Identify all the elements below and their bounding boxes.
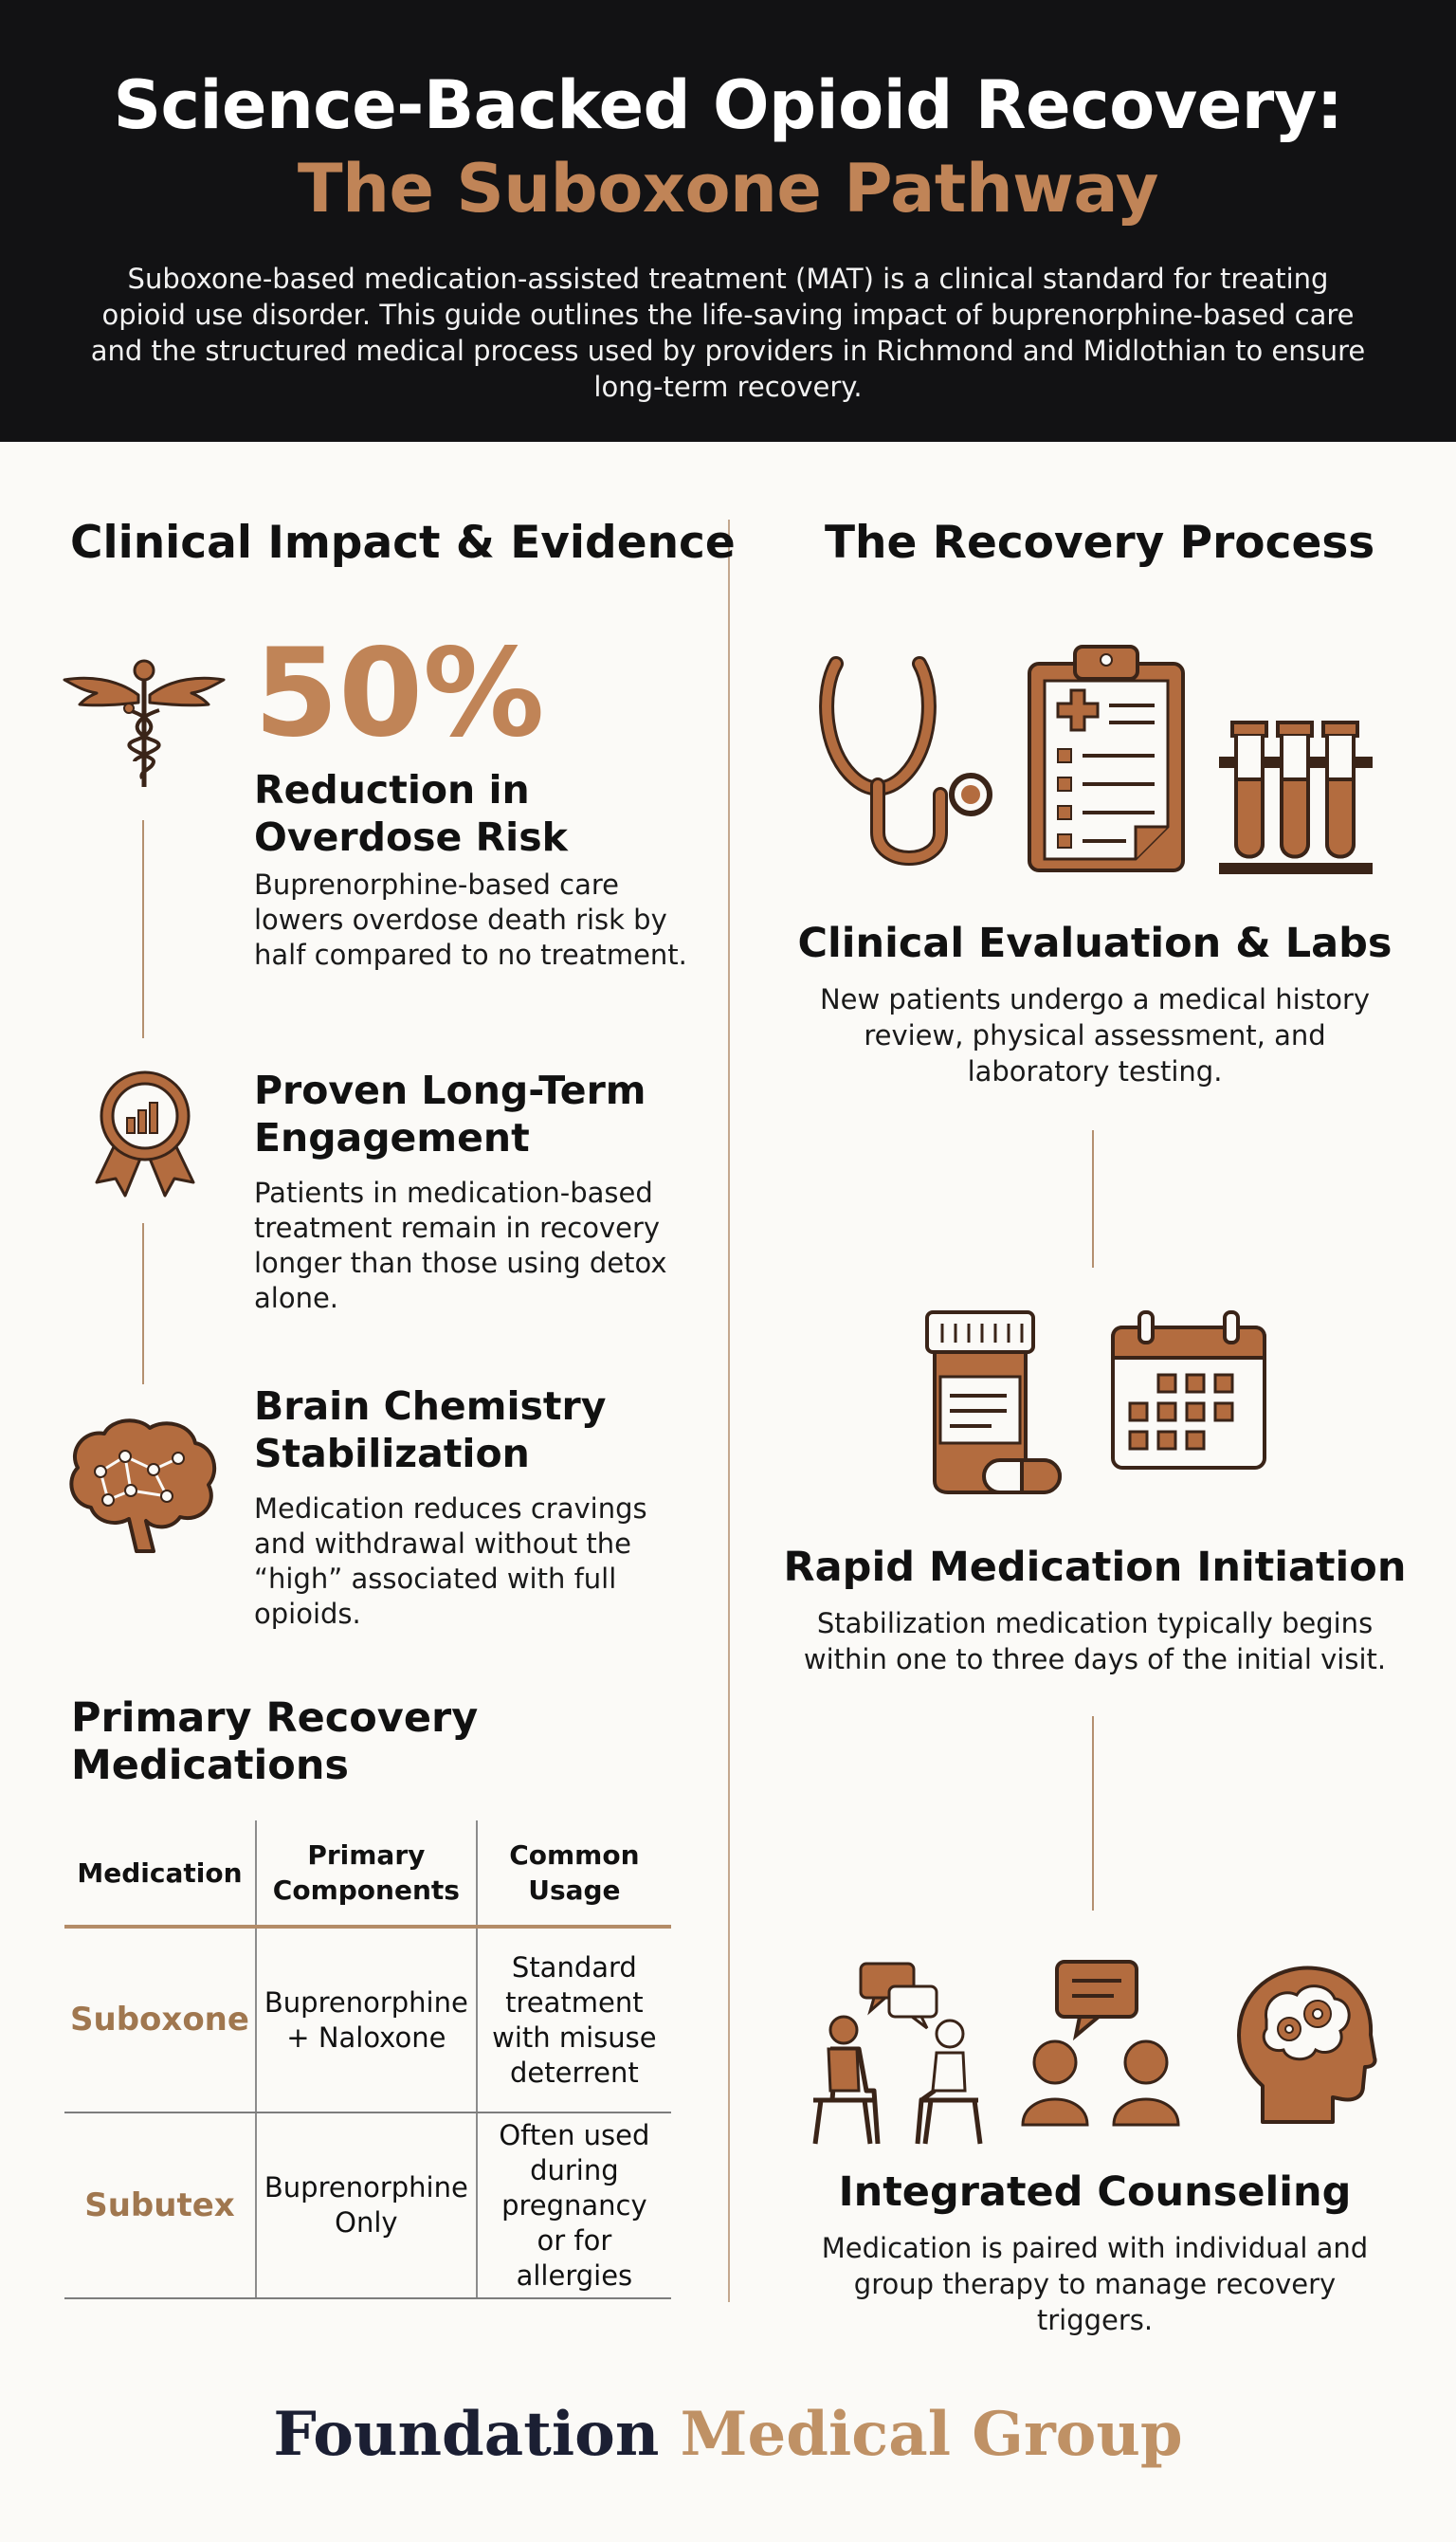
medications-heading: Primary Recovery Medications — [71, 1694, 479, 1789]
mind-gears-icon — [1234, 1963, 1378, 2126]
calendar-icon — [1109, 1308, 1268, 1472]
medication-initiation-desc: Stabilization medication typically begins within one to three days of the initial visit. — [803, 1607, 1387, 1675]
column-divider — [728, 520, 730, 2302]
brand-name-part2: Medical Group — [680, 2399, 1183, 2470]
table-row — [64, 1927, 671, 2112]
stethoscope-icon — [817, 652, 997, 880]
brand-logo — [0, 2399, 1456, 2470]
brain-network-icon — [63, 1413, 224, 1555]
medication-name: Subutex — [64, 2112, 256, 2298]
table-header-row — [64, 1820, 671, 1927]
overdose-stat: 50% — [254, 623, 545, 764]
recovery-process-heading: The Recovery Process — [825, 517, 1375, 569]
medication-initiation-title: Rapid Medication Initiation — [783, 1544, 1407, 1591]
column-header-usage: Common Usage — [477, 1820, 671, 1927]
test-tubes-icon — [1215, 719, 1376, 878]
clinical-evaluation-desc: New patients undergo a medical history review, physical assessment, and laboratory testing. — [819, 983, 1371, 1088]
table-row — [64, 2112, 671, 2298]
group-chat-icon — [1019, 1958, 1182, 2129]
column-header-medication: Medication — [64, 1820, 256, 1927]
caduceus-icon — [59, 649, 229, 792]
medication-components: Buprenorphine + Naloxone — [256, 1927, 477, 2112]
counseling-title: Integrated Counseling — [838, 2168, 1352, 2216]
clinical-impact-heading: Clinical Impact & Evidence — [70, 517, 736, 569]
connector-line — [142, 820, 144, 1038]
medication-usage: Standard treatment with misuse deterrent — [477, 1927, 671, 2112]
award-ribbon-icon — [83, 1067, 207, 1199]
counseling-session-icon — [808, 1958, 984, 2148]
clinical-evaluation-title: Clinical Evaluation & Labs — [797, 920, 1392, 967]
overdose-risk-desc: Buprenorphine-based care lowers overdose death risk by half compared to no treatment. — [254, 869, 687, 971]
engagement-title: Proven Long-Term Engagement — [254, 1068, 646, 1161]
medications-table — [64, 1820, 671, 2299]
connector-line — [1092, 1716, 1094, 1911]
connector-line — [1092, 1130, 1094, 1268]
header-banner — [0, 0, 1456, 442]
page-title: Science-Backed Opioid Recovery: — [113, 66, 1343, 144]
medication-name: Suboxone — [64, 1927, 256, 2112]
overdose-risk-title: Reduction in Overdose Risk — [254, 767, 568, 860]
medication-usage: Often used during pregnancy or for allergies — [477, 2112, 671, 2298]
engagement-desc: Patients in medication-based treatment remain in recovery longer than those using detox alone. — [254, 1177, 667, 1314]
page-subtitle: The Suboxone Pathway — [297, 150, 1159, 228]
brain-chemistry-title: Brain Chemistry Stabilization — [254, 1383, 607, 1476]
pill-bottle-icon — [921, 1308, 1064, 1498]
medication-components: Buprenorphine Only — [256, 2112, 477, 2298]
column-header-components: Primary Components — [256, 1820, 477, 1927]
counseling-desc: Medication is paired with individual and group therapy to manage recovery triggers. — [821, 2232, 1369, 2336]
clipboard-icon — [1024, 641, 1190, 878]
connector-line — [142, 1223, 144, 1384]
brand-name-part1: Foundation — [273, 2399, 660, 2470]
intro-text: Suboxone-based medication-assisted treatment (MAT) is a clinical standard for treating opioid use disorder. This guide outlines the life-saving impact of buprenorphine-based care and the structured medical process used by providers in Richmond and Midlothian to ensure long-term recovery. — [90, 263, 1366, 403]
brain-chemistry-desc: Medication reduces cravings and withdrawal without the “high” associated with full opioids. — [254, 1492, 647, 1630]
